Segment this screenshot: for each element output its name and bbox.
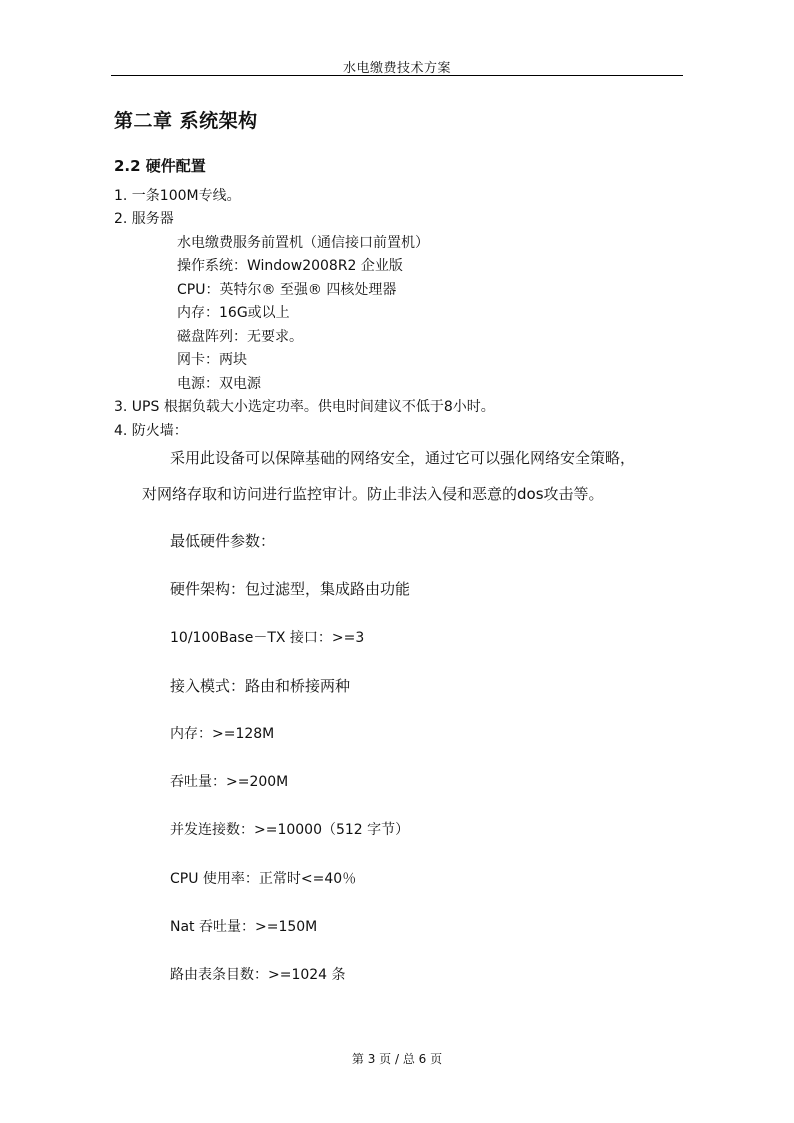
param-line: 并发连接数：>=10000（512 字节）	[170, 822, 410, 838]
section-title: 2.2 硬件配置	[114, 157, 206, 175]
param-line: 吞吐量：>=200M	[170, 774, 289, 790]
page-footer: 第 3 页 / 总 6 页	[351, 1052, 443, 1066]
params-title: 最低硬件参数：	[170, 532, 276, 550]
server-line: 操作系统：Window2008R2 企业版	[177, 258, 403, 274]
firewall-paragraph-line-2: 对网络存取和访问进行监控审计。防止非法入侵和恶意的dos攻击等。	[142, 485, 604, 503]
param-line: 路由表条目数：>=1024 条	[170, 967, 346, 983]
param-line: 硬件架构：包过滤型，集成路由功能	[170, 580, 411, 598]
server-line: 电源：双电源	[177, 376, 261, 392]
server-line: 水电缴费服务前置机（通信接口前置机）	[177, 235, 429, 251]
param-line: 内存：>=128M	[170, 726, 275, 742]
header-rule	[111, 75, 683, 76]
list-item-1: 1. 一条100M专线。	[114, 188, 241, 204]
chapter-title: 第二章 系统架构	[114, 110, 258, 132]
server-line: 内存：16G或以上	[177, 305, 290, 321]
param-line: 接入模式：路由和桥接两种	[170, 677, 351, 695]
page-header: 水电缴费技术方案	[342, 61, 451, 76]
list-item-2: 2. 服务器	[114, 211, 174, 227]
list-item-4: 4. 防火墙：	[114, 423, 188, 439]
param-line: CPU 使用率：正常时<=40％	[170, 871, 357, 887]
firewall-paragraph-line-1: 采用此设备可以保障基础的网络安全，通过它可以强化网络安全策略，	[170, 449, 636, 467]
list-item-3: 3. UPS 根据负载大小选定功率。供电时间建议不低于8小时。	[114, 399, 495, 415]
param-line: Nat 吞吐量：>=150M	[170, 919, 318, 935]
server-line: 磁盘阵列：无要求。	[177, 329, 303, 345]
param-line: 10/100Base－TX 接口：>=3	[170, 630, 365, 646]
server-line: CPU：英特尔® 至强® 四核处理器	[177, 282, 397, 298]
server-line: 网卡：两块	[177, 352, 247, 368]
